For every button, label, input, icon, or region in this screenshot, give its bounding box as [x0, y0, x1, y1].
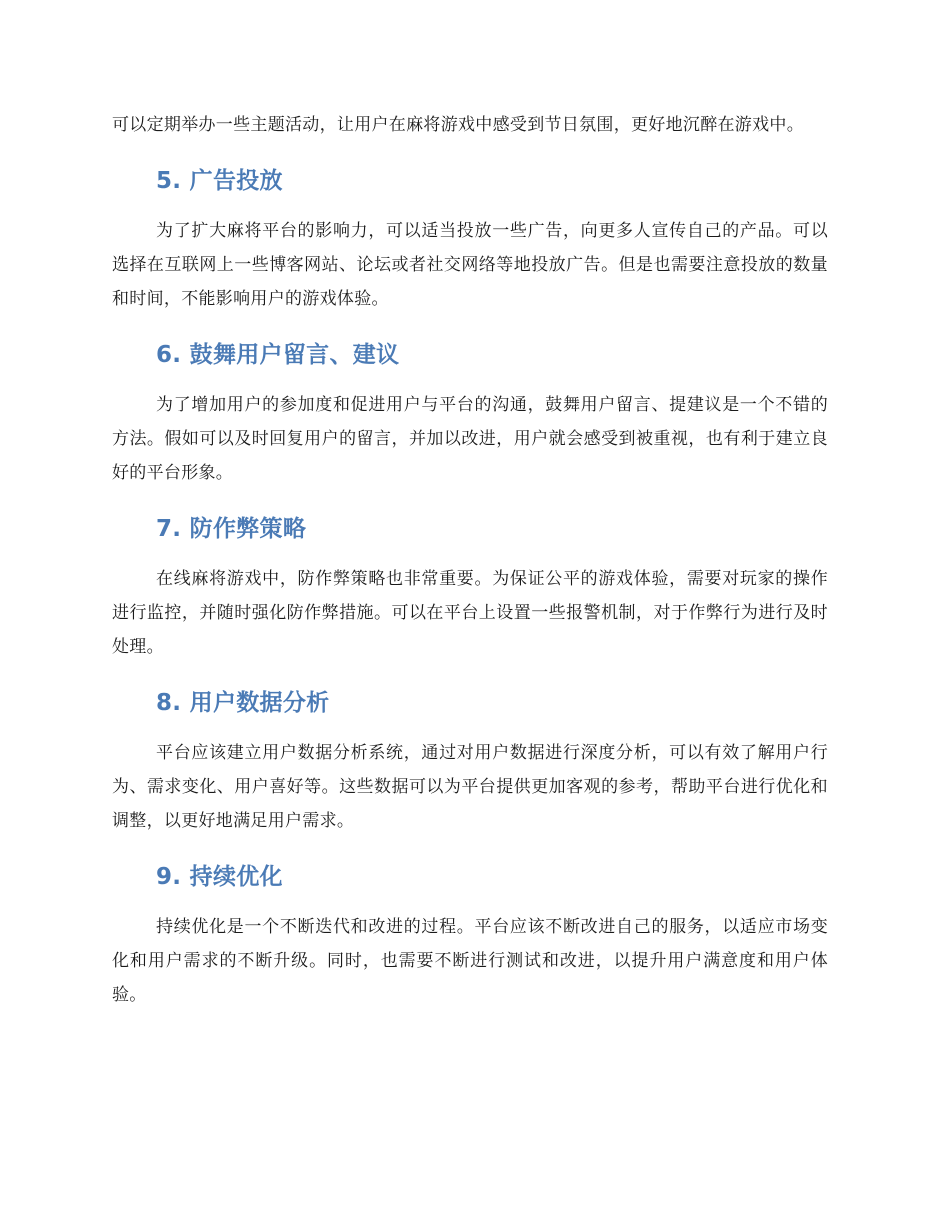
section-heading-8: 8. 用户数据分析 — [156, 690, 330, 716]
section-body-8: 平台应该建立用户数据分析系统，通过对用户数据进行深度分析，可以有效了解用户行为、需求变化、用户喜好等。这些数据可以为平台提供更加客观的参考，帮助平台进行优化和调整，以更好地满足用户需求。 — [112, 743, 828, 831]
intro-paragraph: 可以定期举办一些主题活动，让用户在麻将游戏中感受到节日氛围，更好地沉醉在游戏中。 — [112, 115, 804, 135]
section-heading-9: 9. 持续优化 — [156, 864, 283, 890]
section-body-6: 为了增加用户的参加度和促进用户与平台的沟通，鼓舞用户留言、提建议是一个不错的方法。假如可以及时回复用户的留言，并加以改进，用户就会感受到被重视，也有利于建立良好的平台形象。 — [112, 395, 828, 483]
section-heading-6: 6. 鼓舞用户留言、建议 — [156, 342, 400, 368]
section-heading-5: 5. 广告投放 — [156, 168, 283, 194]
section-body-9: 持续优化是一个不断迭代和改进的过程。平台应该不断改进自己的服务，以适应市场变化和用户需求的不断升级。同时，也需要不断进行测试和改进，以提升用户满意度和用户体验。 — [112, 917, 828, 1005]
section-body-7: 在线麻将游戏中，防作弊策略也非常重要。为保证公平的游戏体验，需要对玩家的操作进行监控，并随时强化防作弊措施。可以在平台上设置一些报警机制，对于作弊行为进行及时处理。 — [112, 569, 828, 657]
section-heading-7: 7. 防作弊策略 — [156, 516, 307, 542]
section-body-5: 为了扩大麻将平台的影响力，可以适当投放一些广告，向更多人宣传自己的产品。可以选择在互联网上一些博客网站、论坛或者社交网络等地投放广告。但是也需要注意投放的数量和时间，不能影响用户的游戏体验。 — [112, 221, 828, 309]
